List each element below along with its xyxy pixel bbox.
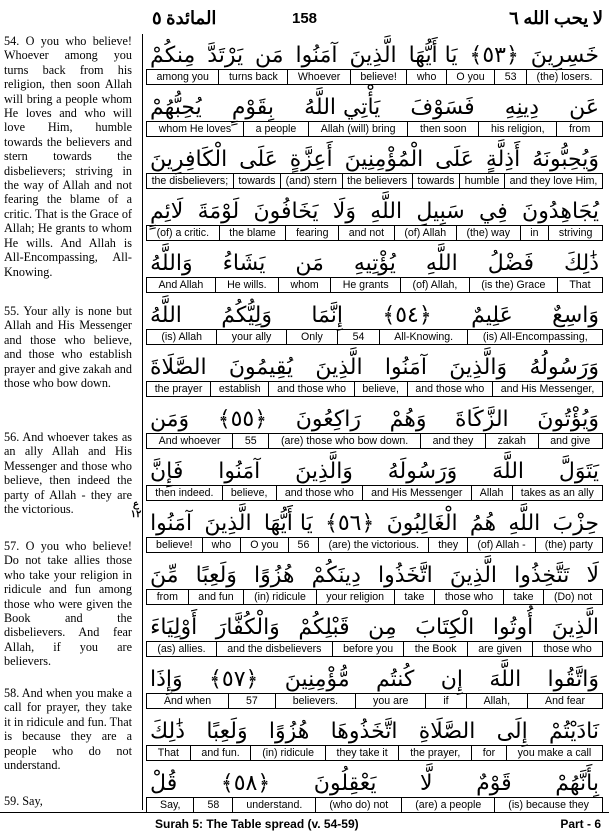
arabic-word: أَذِلَّةٍ <box>485 147 521 172</box>
gloss-cell: and they love Him, <box>509 175 598 187</box>
gloss-cell: and His Messenger <box>363 486 472 500</box>
arabic-word: أَعِزَّةٍ <box>289 147 333 172</box>
arabic-word: أُوتُوا <box>492 615 534 640</box>
arabic-word: رَاكِعُونَ <box>295 407 362 432</box>
verse-translation-57 <box>4 539 132 669</box>
gloss-cell: (the) party <box>544 539 593 551</box>
gloss-cell: whom <box>279 278 331 292</box>
arabic-word: وَاسِعٌ <box>552 303 599 328</box>
arabic-word: الْغَالِبُونَ <box>386 511 458 536</box>
arabic-word: قَبْلِكُمْ <box>298 615 350 640</box>
gloss-cell: before you <box>333 642 405 656</box>
gloss-cell: striving <box>558 227 593 239</box>
gloss-cell: (of) Allah, <box>401 278 470 292</box>
gloss-cell: (of) Allah <box>395 226 457 240</box>
gloss-cell: the disbelievers; <box>147 174 234 188</box>
gloss-cell: He wills. <box>216 278 279 292</box>
arabic-word: اتَّخَذُوا <box>378 563 433 588</box>
verse-text: Say, <box>22 794 43 808</box>
gloss-cell: That <box>147 746 191 760</box>
column-divider <box>142 34 143 810</box>
gloss-cell: your religion <box>317 590 395 604</box>
arabic-word: عَلَى <box>435 147 474 172</box>
gloss-cell: they take it <box>326 746 400 760</box>
gloss-cell: Allah <box>472 486 513 500</box>
gloss-cell: 57 <box>229 694 276 708</box>
gloss-cell: takes as an ally <box>520 487 594 499</box>
gloss-cell: Say, <box>147 798 194 812</box>
arabic-word: مِن <box>368 615 397 640</box>
arabic-word: اللَّهَ <box>492 459 525 484</box>
arabic-word: اللَّهِ <box>425 251 458 276</box>
gloss-cell: take <box>504 590 544 604</box>
gloss-cell: (are) a people <box>402 798 495 812</box>
gloss-cell: 55 <box>233 434 269 448</box>
gloss-cell: his religion, <box>479 122 557 136</box>
gloss-cell: the prayer, <box>399 746 472 760</box>
gloss-cell: then indeed. <box>147 486 223 500</box>
arabic-word: اللَّهَ <box>489 667 522 692</box>
gloss-cell: And whoever <box>147 434 233 448</box>
arabic-word: اللَّهِ <box>370 199 403 224</box>
arabic-word: الْمُؤْمِنِينَ <box>344 147 424 172</box>
arabic-word: خَسِرِينَ <box>530 43 599 68</box>
arabic-word: وَلِيُّكُمُ <box>221 303 272 328</box>
arabic-word: تَتَّخِذُوا <box>514 563 570 588</box>
arabic-word: مُّؤْمِنِينَ <box>284 667 350 692</box>
gloss-cell: (are) those who bow down. <box>269 434 421 448</box>
gloss-cell: (the) way <box>457 226 521 240</box>
gloss-line <box>146 381 603 397</box>
gloss-cell: and fun <box>189 590 245 604</box>
ruku-marker: ع ١٢ <box>130 499 142 520</box>
arabic-word: ذَٰلِكَ <box>563 251 599 276</box>
gloss-cell: 54 <box>338 330 380 344</box>
arabic-word: إِن <box>440 667 463 692</box>
gloss-cell: believe, <box>355 382 408 396</box>
arabic-word: دِينِهِ <box>504 95 540 120</box>
gloss-cell: from <box>147 590 189 604</box>
arabic-word: لَوْمَةَ <box>197 199 240 224</box>
gloss-cell: (in) ridicule <box>244 590 316 604</box>
gloss-cell: And fear <box>545 695 586 707</box>
arabic-word: يُؤْتِيهِ <box>353 251 396 276</box>
gloss-cell: and the disbelievers <box>217 642 333 656</box>
arabic-word: الْكِتَابَ <box>415 615 475 640</box>
arabic-word: وَرَسُولُهُ <box>529 355 599 380</box>
verse-number: 59. <box>4 794 20 808</box>
gloss-line <box>146 329 603 345</box>
verse-row <box>146 138 603 198</box>
verse-number: 58. <box>4 686 20 700</box>
verse-translation-55 <box>4 304 132 390</box>
gloss-cell: believers. <box>276 694 356 708</box>
gloss-cell: establish <box>211 382 269 396</box>
gloss-cell: in <box>521 226 550 240</box>
verse-row <box>146 398 603 458</box>
arabic-word: عَلَى <box>239 147 278 172</box>
arabic-word: وَلَا <box>332 199 356 224</box>
arabic-word: وَلَعِبًا <box>206 719 248 744</box>
arabic-word: ﴿٥٤﴾ <box>382 303 432 328</box>
arabic-word: الصَّلَاةِ <box>418 719 476 744</box>
gloss-cell: O you <box>241 538 288 552</box>
arabic-word: الَّذِينَ <box>551 615 599 640</box>
arabic-word: نَادَيْتُمْ <box>548 719 599 744</box>
arabic-word: ﴿٥٥﴾ <box>217 407 268 432</box>
arabic-word: قَوْمٌ <box>476 771 512 796</box>
gloss-line <box>146 641 603 657</box>
verse-row <box>146 346 603 406</box>
gloss-cell: the prayer <box>147 382 211 396</box>
gloss-line <box>146 225 603 241</box>
verse-row <box>146 502 603 562</box>
arabic-word: ﴿٥٣﴾ <box>469 43 519 68</box>
arabic-word: الَّذِينَ <box>315 355 363 380</box>
arabic-word: هُزُوًا <box>268 719 310 744</box>
verse-number: 54. <box>4 34 20 48</box>
arabic-word: بِقَوْمٍ <box>231 95 275 120</box>
gloss-cell: (who do) not <box>316 798 402 812</box>
arabic-word: حِزْبَ <box>552 511 599 536</box>
footer-surah-title: Surah 5: The Table spread (v. 54-59) <box>155 817 359 831</box>
arabic-word: بِأَنَّهُمْ <box>555 771 599 796</box>
arabic-word: يَتَوَلَّ <box>558 459 599 484</box>
gloss-cell: take <box>395 590 435 604</box>
verse-number: 57. <box>4 539 20 553</box>
gloss-cell: and those who <box>277 486 363 500</box>
arabic-word: الصَّلَاةَ <box>150 355 207 380</box>
gloss-cell: you are <box>356 694 426 708</box>
arabic-word: آمَنُوا <box>295 43 338 68</box>
arabic-word: الَّذِينَ <box>449 563 498 588</box>
arabic-word: سَبِيلِ <box>416 199 465 224</box>
gloss-line <box>146 745 603 761</box>
arabic-word: اللَّهُ <box>150 303 182 328</box>
gloss-cell: and those who <box>269 382 354 396</box>
gloss-cell: from <box>569 123 591 135</box>
arabic-word: ﴿٥٦﴾ <box>324 511 375 536</box>
gloss-cell: 58 <box>194 798 233 812</box>
gloss-cell: (are) the victorious. <box>319 538 429 552</box>
gloss-cell: the blame <box>220 226 287 240</box>
gloss-cell: O you <box>447 70 495 84</box>
gloss-cell: (in) ridicule <box>251 746 325 760</box>
verse-text: And when you make a call for prayer, they take it in ridicule and fun. That is because they are a people who do not understand. <box>4 686 132 773</box>
arabic-word: وَإِذَا <box>150 667 183 692</box>
gloss-cell: humble <box>460 174 505 188</box>
gloss-cell: and give <box>550 435 591 447</box>
gloss-cell: (as) allies. <box>147 642 217 656</box>
arabic-word: آمَنُوا <box>150 511 193 536</box>
gloss-cell: the Book <box>404 642 467 656</box>
gloss-cell: and they <box>421 434 486 448</box>
arabic-word: يَا أَيُّهَا <box>408 43 458 68</box>
arabic-word: آمَنُوا <box>384 355 427 380</box>
arabic-word: وَالَّذِينَ <box>295 459 353 484</box>
gloss-cell: the believers <box>343 174 413 188</box>
verse-row <box>146 658 603 718</box>
arabic-word: وَالْكُفَّارَ <box>215 615 280 640</box>
arabic-word: يُجَاهِدُونَ <box>522 199 599 224</box>
gloss-cell: and His Messenger, <box>500 383 595 395</box>
gloss-cell: they <box>429 538 468 552</box>
gloss-cell: whom He loves <box>147 122 244 136</box>
gloss-cell: then soon <box>408 122 479 136</box>
arabic-word: كُنتُم <box>376 667 415 692</box>
page-number: 158 <box>291 10 318 27</box>
arabic-word: فَضْلُ <box>487 251 534 276</box>
gloss-cell: are given <box>468 642 533 656</box>
gloss-cell: turns back <box>219 70 288 84</box>
gloss-line <box>146 433 603 449</box>
page-header <box>0 4 609 32</box>
gloss-cell: (is) because they <box>508 799 589 811</box>
gloss-cell: towards <box>413 174 460 188</box>
arabic-word: عَلِيمٌ <box>471 303 513 328</box>
arabic-word: يَشَاءُ <box>222 251 266 276</box>
gloss-line <box>146 69 603 85</box>
arabic-word: وَهُمْ <box>389 407 427 432</box>
arabic-word: ﴿٥٧﴾ <box>208 667 259 692</box>
arabic-word: وَيُحِبُّونَهُ <box>532 147 599 172</box>
arabic-word: آمَنُوا <box>218 459 261 484</box>
verse-row <box>146 34 603 94</box>
gloss-line <box>146 277 603 293</box>
verse-row <box>146 554 603 614</box>
gloss-cell: 56 <box>289 538 320 552</box>
gloss-cell: (is) All-Encompassing, <box>482 331 588 343</box>
arabic-word: يَعْقِلُونَ <box>313 771 377 796</box>
verse-number: 55. <box>4 304 20 318</box>
arabic-word: قُلْ <box>150 771 178 796</box>
arabic-word: فِي <box>478 199 508 224</box>
gloss-cell: understand. <box>233 798 316 812</box>
verse-translation-59 <box>4 794 132 808</box>
verse-number: 56. <box>4 430 20 444</box>
arabic-word: الزَّكَاةَ <box>455 407 509 432</box>
gloss-cell: (is) Allah <box>147 330 217 344</box>
arabic-word: الَّذِينَ <box>204 511 252 536</box>
surah-name-arabic: المائدة ٥ <box>152 8 217 28</box>
gloss-line <box>146 797 603 813</box>
gloss-cell: (and) stern <box>281 174 342 188</box>
gloss-cell: who <box>407 70 446 84</box>
arabic-word: وَاللَّهُ <box>150 251 193 276</box>
gloss-cell: for <box>472 746 507 760</box>
gloss-line <box>146 485 603 501</box>
arabic-word: مَن <box>295 251 324 276</box>
gloss-cell: believe, <box>223 486 277 500</box>
gloss-cell: That <box>569 279 591 291</box>
verse-row <box>146 294 603 354</box>
arabic-word: الَّذِينَ <box>349 43 397 68</box>
arabic-word: وَلَعِبًا <box>195 563 237 588</box>
gloss-cell: And when <box>147 694 229 708</box>
gloss-cell: believe! <box>351 70 408 84</box>
gloss-cell: (of) a critic. <box>147 226 220 240</box>
page-footer <box>0 812 609 835</box>
verse-row <box>146 190 603 250</box>
arabic-word: وَرَسُولَهُ <box>387 459 458 484</box>
gloss-cell: (the) losers. <box>536 71 593 83</box>
verse-row <box>146 86 603 146</box>
verse-text: O you who believe! Whoever among you turns back from his religion, then soon Allah will bring a people whom He loves and who will love Him, humble towards the believers and stern towards the disbelievers; striving in the way of Allah and not fearing the blame of a critic. That is the Grace of Allah; He grants to whom He wills. And Allah is All-Encompassing, All-Knowing. <box>4 34 132 279</box>
gloss-cell: those who <box>435 590 504 604</box>
arabic-word: عَن <box>569 95 599 120</box>
gloss-cell: believe! <box>147 538 203 552</box>
juz-name-arabic: لا يحب الله ٦ <box>509 8 603 28</box>
gloss-cell: and not <box>339 226 395 240</box>
gloss-cell: and those who <box>408 382 493 396</box>
gloss-line <box>146 173 603 189</box>
arabic-word: لَّا <box>420 771 433 796</box>
footer-part: Part - 6 <box>560 817 601 831</box>
gloss-cell: 53 <box>495 70 527 84</box>
arabic-word: مِنكُمْ <box>150 43 196 68</box>
arabic-word: اللَّهِ <box>508 511 541 536</box>
arabic-word: إِنَّمَا <box>311 303 343 328</box>
gloss-cell: Whoever <box>288 70 350 84</box>
gloss-cell: Allah, <box>467 694 528 708</box>
arabic-word: الْكَافِرِينَ <box>150 147 228 172</box>
gloss-cell: And Allah <box>147 278 216 292</box>
verse-text: And whoever takes as an ally Allah and His Messenger and those who believe, then indeed the party of Allah - they are the victorious. <box>4 430 132 517</box>
arabic-word: إِلَى <box>496 719 528 744</box>
gloss-cell: among you <box>147 70 219 84</box>
verse-row <box>146 450 603 510</box>
arabic-word: يَخَافُونَ <box>253 199 319 224</box>
gloss-line <box>146 121 603 137</box>
verse-row <box>146 606 603 666</box>
arabic-word: أَوْلِيَاءَ <box>150 615 198 640</box>
arabic-word: ذَٰلِكَ <box>150 719 186 744</box>
gloss-cell: (of) Allah - <box>468 538 535 552</box>
gloss-cell: zakah <box>486 434 539 448</box>
arabic-word: لَائِمٍ <box>150 199 184 224</box>
arabic-word: مِّنَ <box>150 563 179 588</box>
arabic-word: يُحِبُّهُمْ <box>150 95 202 120</box>
arabic-word: دِينَكُمْ <box>311 563 361 588</box>
gloss-line <box>146 589 603 605</box>
arabic-word: يَا أَيُّهَا <box>263 511 313 536</box>
arabic-word: هُمُ <box>469 511 497 536</box>
gloss-cell: (is the) Grace <box>470 278 558 292</box>
gloss-cell: Allah (will) bring <box>309 122 408 136</box>
verse-translation-56 <box>4 430 132 516</box>
gloss-cell: towards <box>234 174 281 188</box>
verse-row <box>146 710 603 770</box>
gloss-cell: those who <box>543 643 592 655</box>
arabic-word: يَأْتِي اللَّهُ <box>304 95 381 120</box>
gloss-cell: who <box>203 538 242 552</box>
gloss-cell: Only <box>287 330 339 344</box>
arabic-word: يَرْتَدَّ <box>207 43 244 68</box>
gloss-cell: and fun. <box>191 746 252 760</box>
verse-translation-58 <box>4 686 132 772</box>
arabic-word: يُقِيمُونَ <box>228 355 294 380</box>
gloss-cell: He grants <box>331 278 401 292</box>
gloss-cell: fearing <box>286 226 339 240</box>
gloss-cell: your ally <box>217 330 286 344</box>
gloss-cell: (Do) not <box>553 591 593 603</box>
arabic-word: فَإِنَّ <box>150 459 184 484</box>
arabic-word: فَسَوْفَ <box>410 95 475 120</box>
arabic-word: وَمَن <box>150 407 190 432</box>
verse-text: O you who believe! Do not take allies those who take your religion in ridicule and fun among those who were given the Book and the disbelievers. And fear Allah, if you are believers. <box>4 539 132 669</box>
arabic-word: وَالَّذِينَ <box>449 355 508 380</box>
verse-row <box>146 242 603 302</box>
gloss-cell: you make a call <box>517 747 592 759</box>
verse-translation-54 <box>4 34 132 279</box>
gloss-line <box>146 537 603 553</box>
gloss-cell: a people <box>244 122 309 136</box>
arabic-word: ﴿٥٨﴾ <box>220 771 271 796</box>
arabic-word: هُزُوًا <box>254 563 295 588</box>
gloss-cell: if <box>426 694 466 708</box>
gloss-line <box>146 693 603 709</box>
gloss-cell: All-Knowing. <box>380 330 469 344</box>
arabic-word: وَيُؤْتُونَ <box>537 407 599 432</box>
arabic-word: لَا <box>586 563 599 588</box>
arabic-word: وَاتَّقُوا <box>547 667 599 692</box>
verse-text: Your ally is none but Allah and His Messenger and those who believe, and those who establish prayer and give zakah and those who bow down. <box>4 304 132 391</box>
arabic-word: اتَّخَذُوهَا <box>330 719 398 744</box>
arabic-word: مَن <box>255 43 284 68</box>
